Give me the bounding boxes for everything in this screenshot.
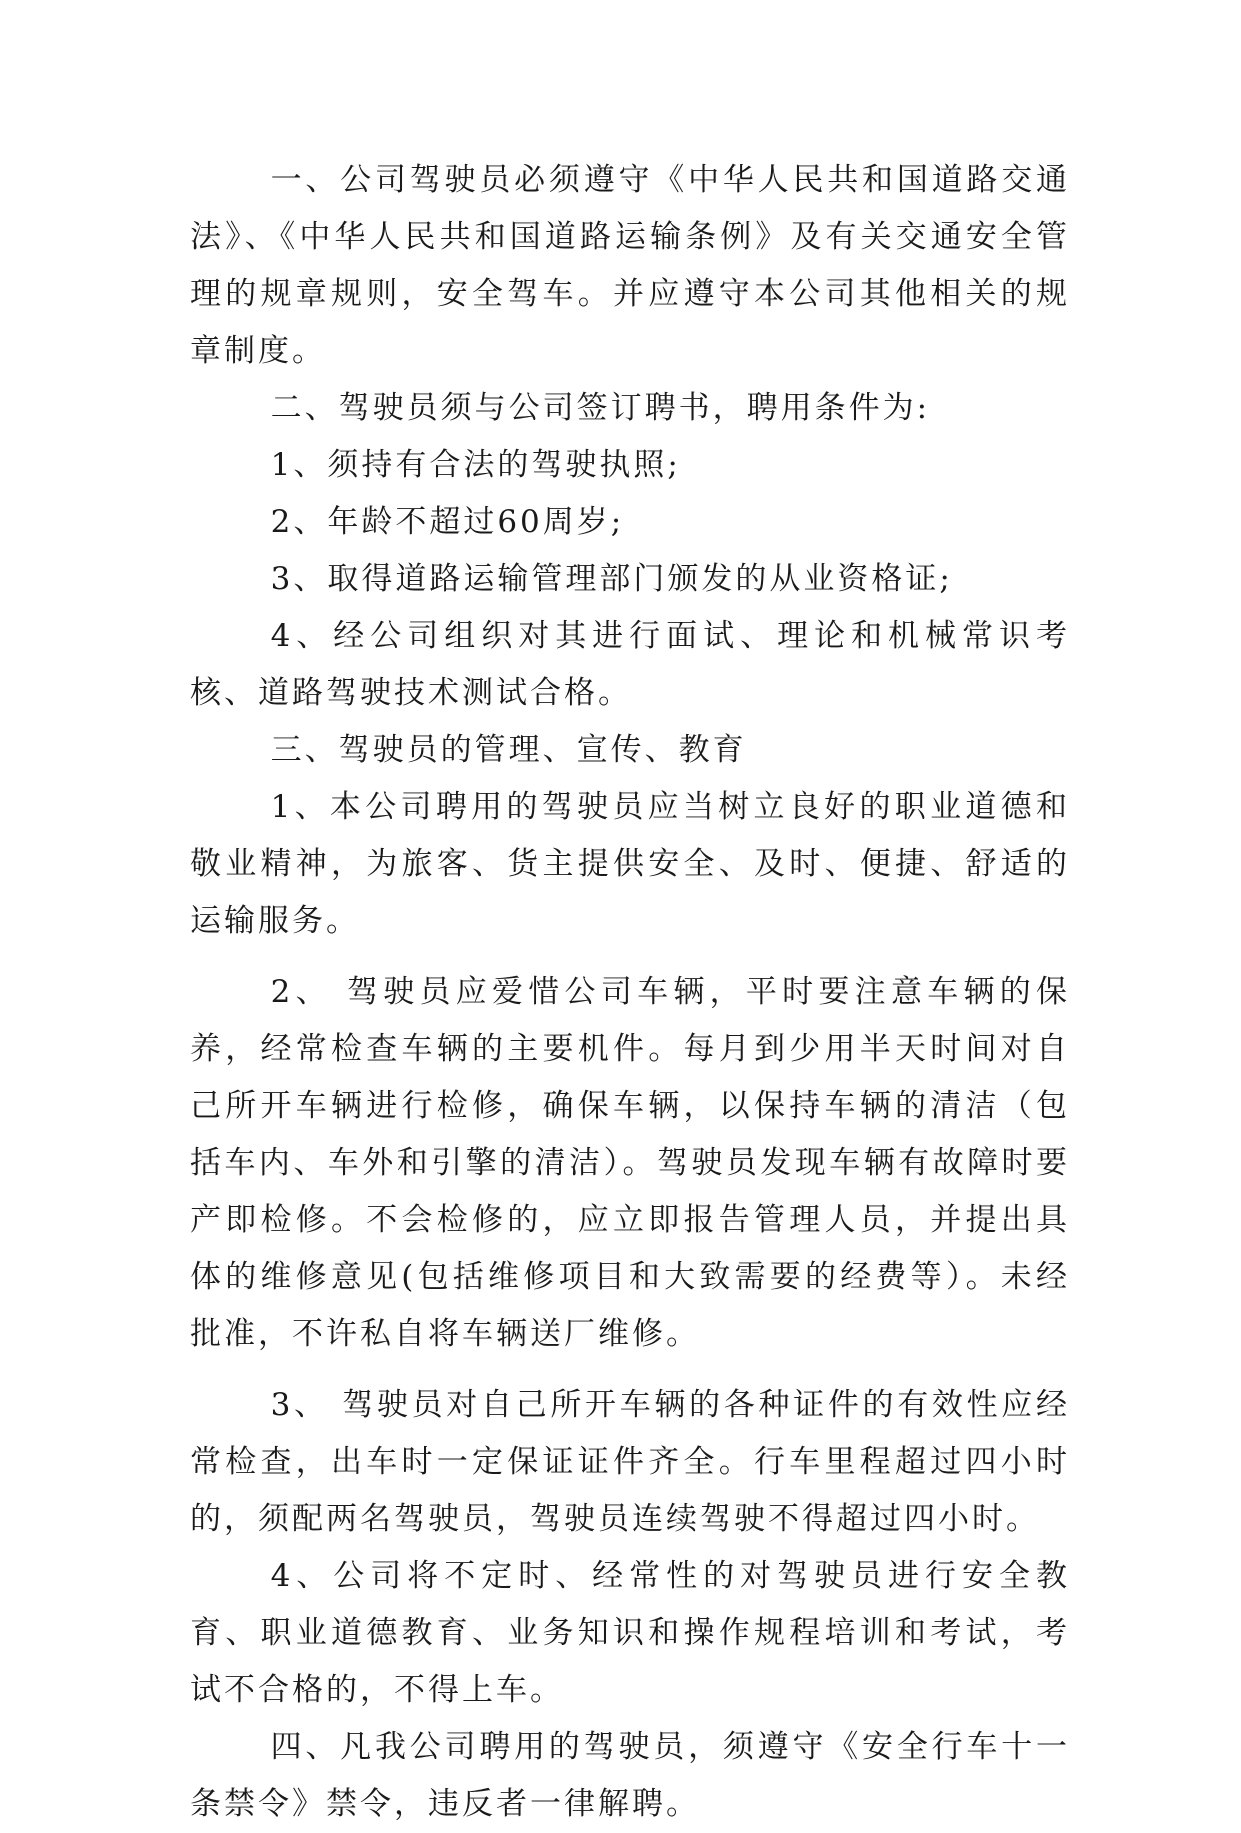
paragraph-condition-4: 4、经公司组织对其进行面试、理论和机械常识考核、道路驾驶技术测试合格。 — [190, 618, 1070, 711]
paragraph-article-4: 四、凡我公司聘用的驾驶员，须遵守《安全行车十一条禁令》禁令，违反者一律解聘。 — [190, 1729, 1070, 1822]
document-body — [190, 152, 1070, 1833]
paragraph-condition-2: 2、年龄不超过60周岁; — [270, 504, 625, 540]
paragraph-management-1: 1、本公司聘用的驾驶员应当树立良好的职业道德和敬业精神，为旅客、货主提供安全、及时、便捷、舒适的运输服务。 — [190, 789, 1070, 939]
paragraph-condition-3: 3、取得道路运输管理部门颁发的从业资格证; — [270, 561, 953, 597]
paragraph-management-4: 4、公司将不定时、经常性的对驾驶员进行安全教育、职业道德教育、业务知识和操作规程培训和考试，考试不合格的，不得上车。 — [190, 1558, 1070, 1708]
paragraph-article-3: 三、驾驶员的管理、宣传、教育 — [270, 732, 747, 768]
paragraph-management-3: 3、 驾驶员对自己所开车辆的各种证件的有效性应经常检查，出车时一定保证证件齐全。行车里程超过四小时的，须配两名驾驶员，驾驶员连续驾驶不得超过四小时。 — [190, 1387, 1070, 1537]
paragraph-article-2: 二、驾驶员须与公司签订聘书，聘用条件为: — [270, 390, 931, 426]
paragraph-article-1: 一、公司驾驶员必须遵守《中华人民共和国道路交通法》、《中华人民共和国道路运输条例》及有关交通安全管理的规章规则，安全驾车。并应遵守本公司其他相关的规章制度。 — [190, 162, 1070, 369]
paragraph-condition-1: 1、须持有合法的驾驶执照; — [270, 447, 681, 483]
paragraph-management-2: 2、 驾驶员应爱惜公司车辆，平时要注意车辆的保养，经常检查车辆的主要机件。每月到少用半天时间对自己所开车辆进行检修，确保车辆，以保持车辆的清洁（包括车内、车外和引擎的清洁）。驾驶员发现车辆有故障时要产即检修。不会检修的，应立即报告管理人员，并提出具体的维修意见(包括维修项目和大致需要的经费等）。未经批准，不许私自将车辆送厂维修。 — [190, 974, 1070, 1352]
